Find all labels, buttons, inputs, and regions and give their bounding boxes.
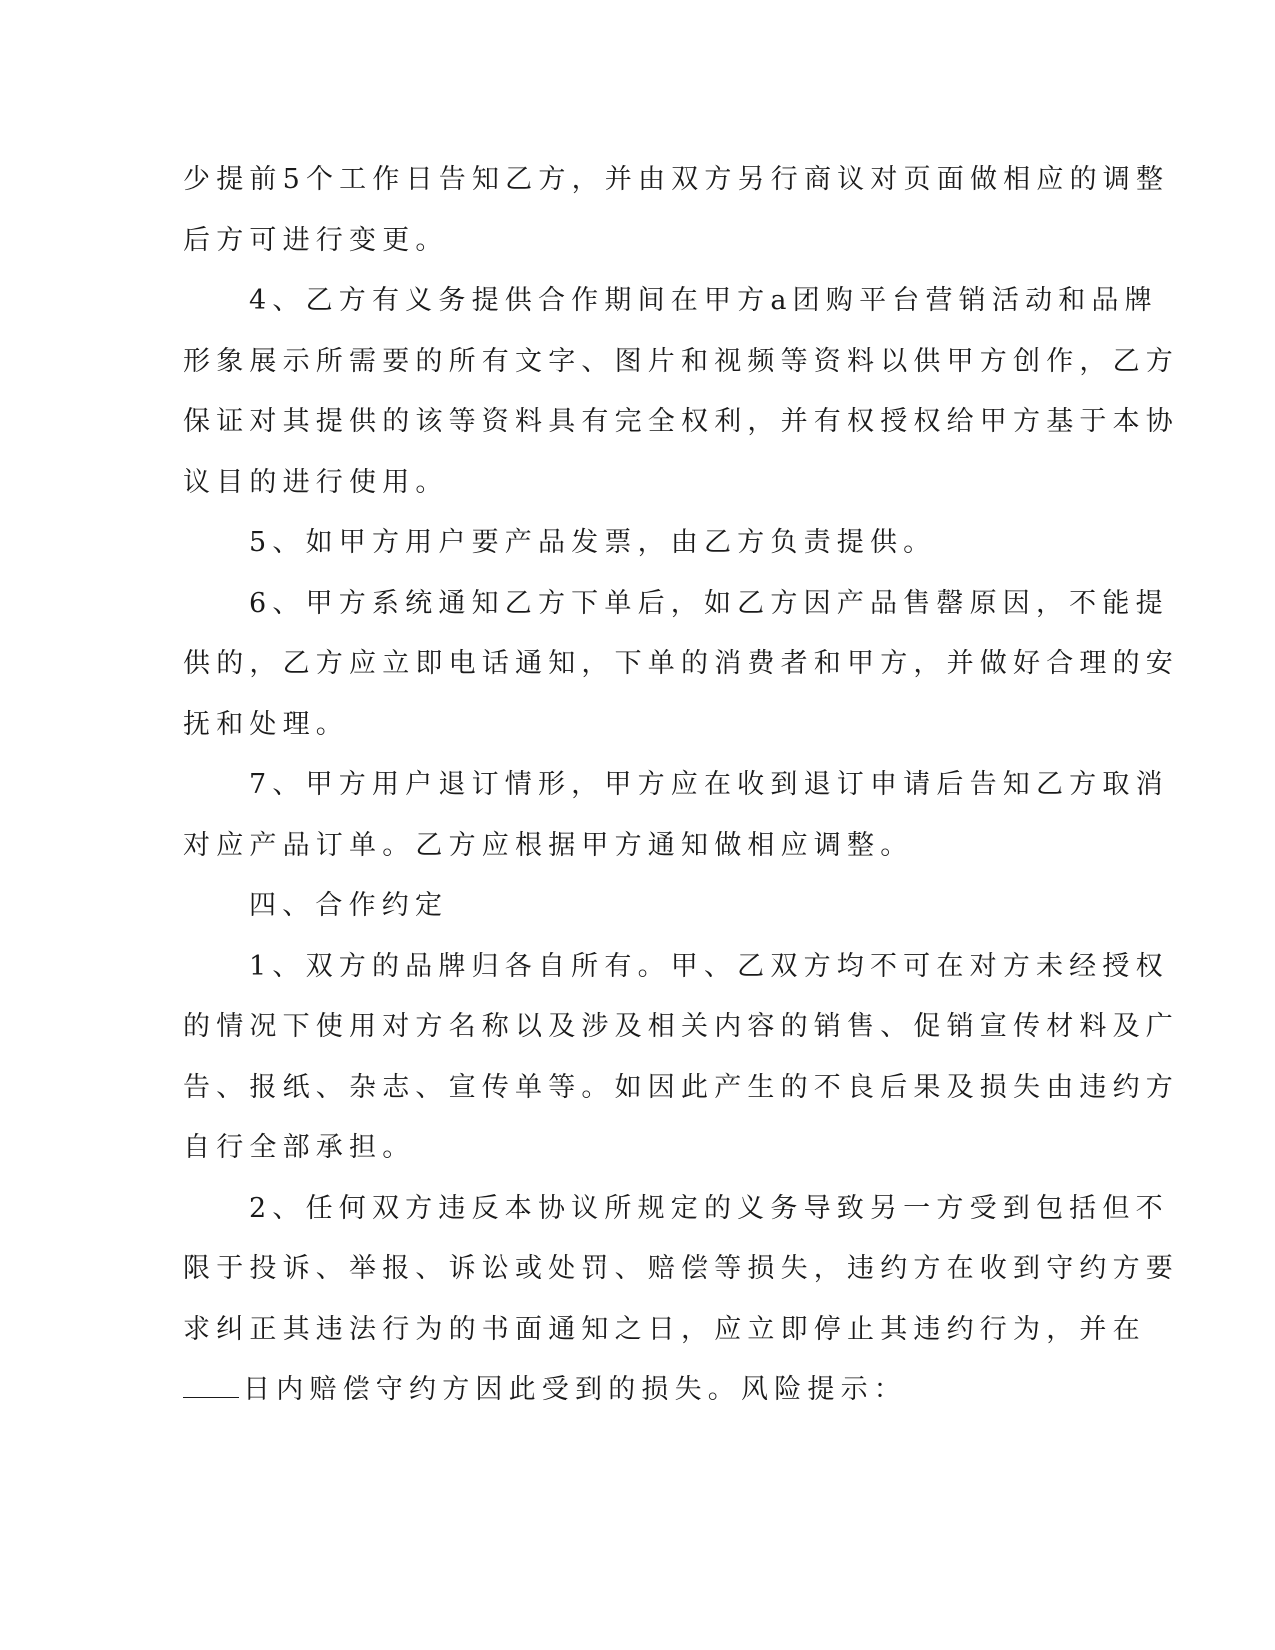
text-line: 议目的进行使用。 <box>183 466 449 498</box>
text-line: 保证对其提供的该等资料具有完全权利，并有权授权给甲方基于本协 <box>183 406 1179 437</box>
text-line: 供的，乙方应立即电话通知，下单的消费者和甲方，并做好合理的安 <box>183 648 1179 679</box>
text-line: 少提前5个工作日告知乙方，并由双方另行商议对页面做相应的调整 <box>183 164 1170 195</box>
text-line: 的情况下使用对方名称以及涉及相关内容的销售、促销宣传材料及广 <box>183 1011 1179 1042</box>
text-line: 抚和处理。 <box>183 708 349 740</box>
clause-1-start: 1、双方的品牌归各自所有。甲、乙双方均不可在对方未经授权 <box>249 950 1169 982</box>
text-line: 形象展示所需要的所有文字、图片和视频等资料以供甲方创作，乙方 <box>183 345 1179 377</box>
section-heading: 四、合作约定 <box>249 890 449 921</box>
last-line <box>183 1360 1063 1421</box>
text-line: 对应产品订单。乙方应根据甲方通知做相应调整。 <box>183 829 914 861</box>
clause-7-start: 7、甲方用户退订情形，甲方应在收到退订申请后告知乙方取消 <box>249 769 1169 800</box>
clause-5: 5、如甲方用户要产品发票，由乙方负责提供。 <box>249 527 937 558</box>
fill-in-blank <box>183 1375 239 1398</box>
text-line: 自行全部承担。 <box>183 1132 416 1163</box>
clause-2-start: 2、任何双方违反本协议所规定的义务导致另一方受到包括但不 <box>249 1192 1169 1224</box>
text-line: 求纠正其违法行为的书面通知之日，应立即停止其违约行为，并在 <box>183 1313 1146 1345</box>
clause-6-start: 6、甲方系统通知乙方下单后，如乙方因产品售罄原因，不能提 <box>249 587 1169 619</box>
document-body <box>183 150 1179 1421</box>
text-line: 限于投诉、举报、诉讼或处罚、赔偿等损失，违约方在收到守约方要 <box>183 1253 1179 1284</box>
text-line: 后方可进行变更。 <box>183 224 449 256</box>
last-line-text: 日内赔偿守约方因此受到的损失。风险提示： <box>243 1374 907 1405</box>
clause-4-start: 4、乙方有义务提供合作期间在甲方a团购平台营销活动和品牌 <box>249 285 1158 316</box>
text-line: 告、报纸、杂志、宣传单等。如因此产生的不良后果及损失由违约方 <box>183 1071 1179 1103</box>
